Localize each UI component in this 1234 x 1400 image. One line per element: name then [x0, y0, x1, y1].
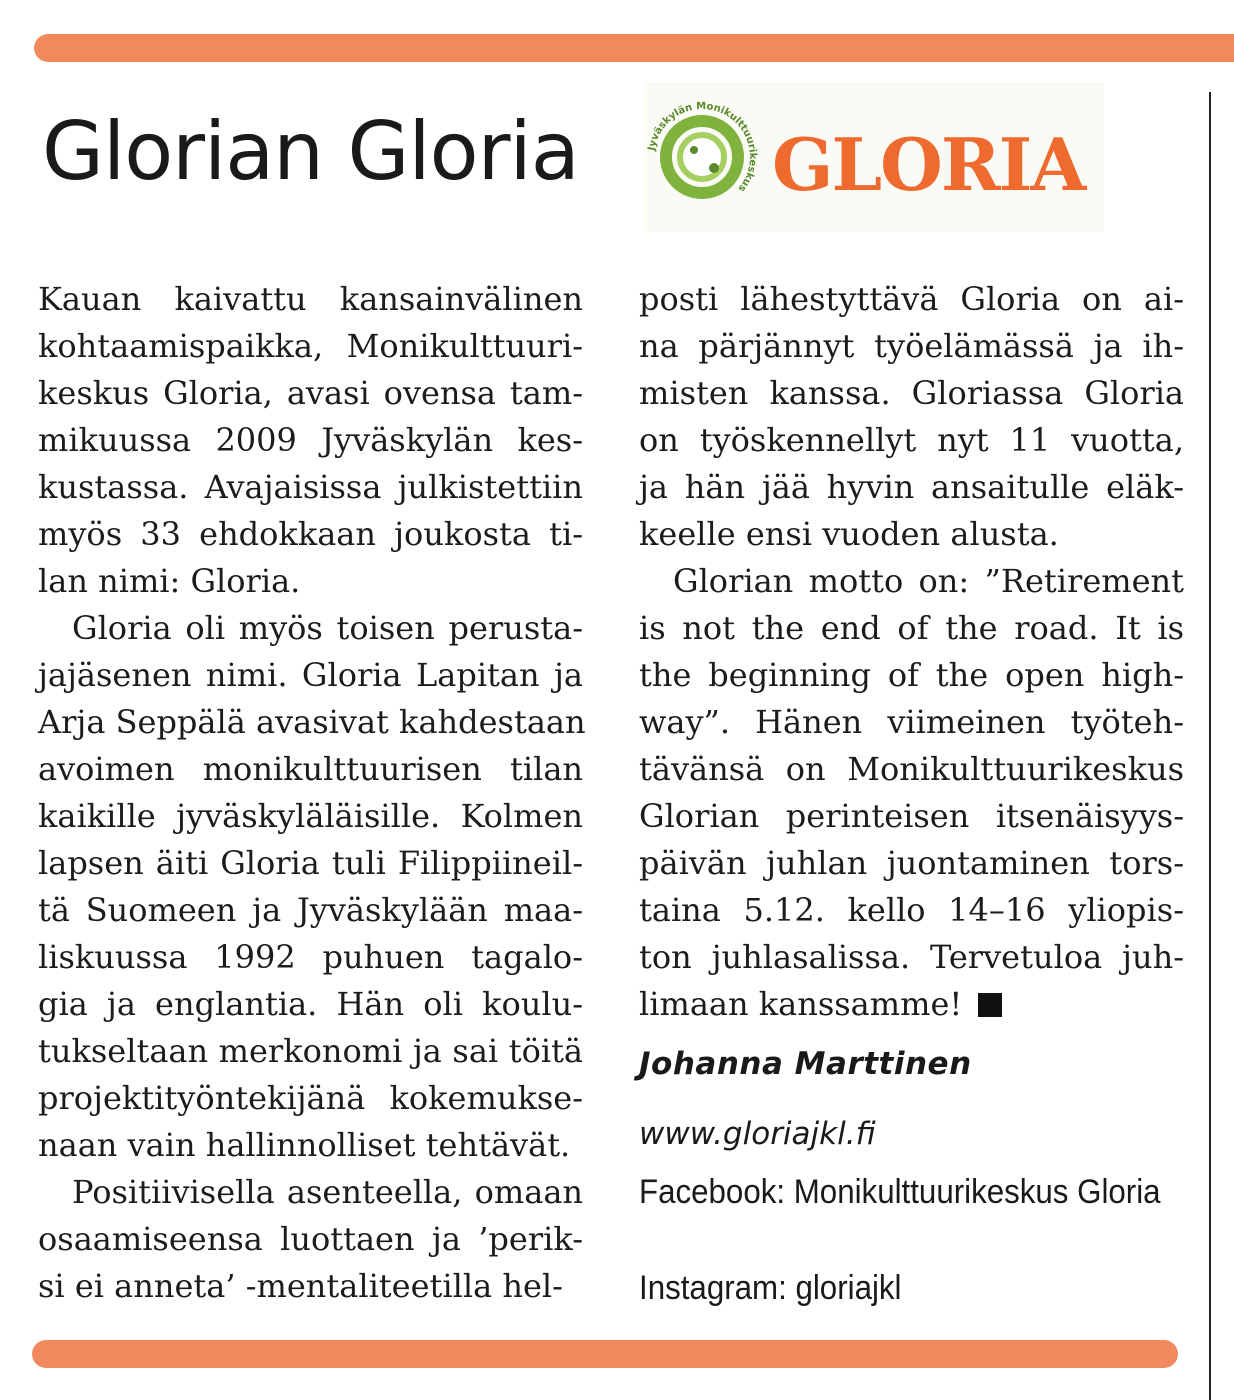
- text-line: keelle ensi vuoden alusta.: [639, 515, 1059, 553]
- logo-ring-text: Jyväskylän Monikulttuurikeskus: [646, 100, 759, 194]
- website-link[interactable]: www.gloriajkl.fi: [639, 1116, 876, 1152]
- text-line: keskus Gloria, avasi ovensa tam-: [38, 374, 583, 412]
- article-title: Glorian Gloria: [42, 105, 579, 198]
- end-of-article-marker: [978, 993, 1002, 1017]
- text-line: Gloria oli myös toisen perusta-: [72, 609, 583, 647]
- article-left-column: [38, 276, 586, 1310]
- text-line: Glorian perinteisen itsenäisyys-: [639, 797, 1184, 835]
- logo-wordmark: GLORIA: [772, 122, 1085, 207]
- article-right-column: [639, 276, 1184, 1028]
- text-line: kohtaamispaikka, Monikulttuuri-: [38, 327, 583, 365]
- text-line: way”. Hänen viimeinen työteh-: [639, 703, 1184, 741]
- facebook-contact: Facebook: Monikulttuurikeskus Gloria: [639, 1173, 1161, 1211]
- text-line: the beginning of the open high-: [639, 656, 1184, 694]
- text-line: kustassa. Avajaisissa julkistettiin: [38, 468, 583, 506]
- text-line: liskuussa 1992 puhuen tagalo-: [38, 938, 583, 976]
- text-line: limaan kanssamme!: [639, 981, 1184, 1028]
- article-author: Johanna Marttinen: [639, 1046, 972, 1082]
- article-paragraph: [38, 605, 586, 1169]
- text-line: naan vain hallinnolliset tehtävät.: [38, 1126, 571, 1164]
- text-line: ton juhlasalissa. Tervetuloa juh-: [639, 938, 1184, 976]
- text-line: jajäsenen nimi. Gloria Lapitan ja: [38, 656, 583, 694]
- column-divider-rule: [1209, 92, 1211, 1400]
- article-paragraph: [639, 558, 1184, 1028]
- article-paragraph: [38, 1169, 583, 1310]
- text-line: myös 33 ehdokkaan joukosta ti-: [38, 515, 583, 553]
- text-line: kaikille jyväskyläläisille. Kolmen: [38, 797, 583, 835]
- article-paragraph: [639, 276, 1184, 558]
- text-line: gia ja englantia. Hän oli koulu-: [38, 985, 583, 1023]
- instagram-contact: Instagram: gloriajkl: [639, 1269, 902, 1307]
- text-line: is not the end of the road. It is: [639, 609, 1184, 647]
- text-line: taina 5.12. kello 14–16 yliopis-: [639, 891, 1184, 929]
- text-line: on työskennellyt nyt 11 vuotta,: [639, 421, 1184, 459]
- text-line: tä Suomeen ja Jyväskylään maa-: [38, 891, 583, 929]
- text-line: misten kanssa. Gloriassa Gloria: [639, 374, 1184, 412]
- gloria-logo: [644, 82, 1104, 232]
- text-line: Positiivisella asenteella, omaan: [72, 1173, 583, 1211]
- text-line: mikuussa 2009 Jyväskylän kes-: [38, 421, 583, 459]
- article-paragraph: [38, 276, 583, 605]
- text-line: Arja Seppälä avasivat kahdestaan: [38, 703, 586, 741]
- text-line: posti lähestyttävä Gloria on ai-: [639, 280, 1184, 318]
- text-line: Kauan kaivattu kansainvälinen: [38, 280, 583, 318]
- text-line: tukseltaan merkonomi ja sai töitä: [38, 1032, 583, 1070]
- text-line: osaamiseensa luottaen ja ’perik-: [38, 1220, 583, 1258]
- text-line: tävänsä on Monikulttuurikeskus: [639, 750, 1184, 788]
- text-line: na pärjännyt työelämässä ja ih-: [639, 327, 1184, 365]
- text-line: lan nimi: Gloria.: [38, 562, 301, 600]
- text-line: Glorian motto on: ”Retirement: [673, 562, 1184, 600]
- text-line: ja hän jää hyvin ansaitulle eläk-: [639, 468, 1184, 506]
- bottom-accent-bar: [32, 1340, 1178, 1368]
- text-line: avoimen monikulttuurisen tilan: [38, 750, 583, 788]
- top-accent-bar: [34, 34, 1234, 62]
- text-line: lapsen äiti Gloria tuli Filippiineil-: [38, 844, 583, 882]
- text-line: projektityöntekijänä kokemukse-: [38, 1079, 583, 1117]
- text-line: si ei anneta’ -mentaliteetilla hel-: [38, 1267, 563, 1305]
- text-line: päivän juhlan juontaminen tors-: [639, 844, 1184, 882]
